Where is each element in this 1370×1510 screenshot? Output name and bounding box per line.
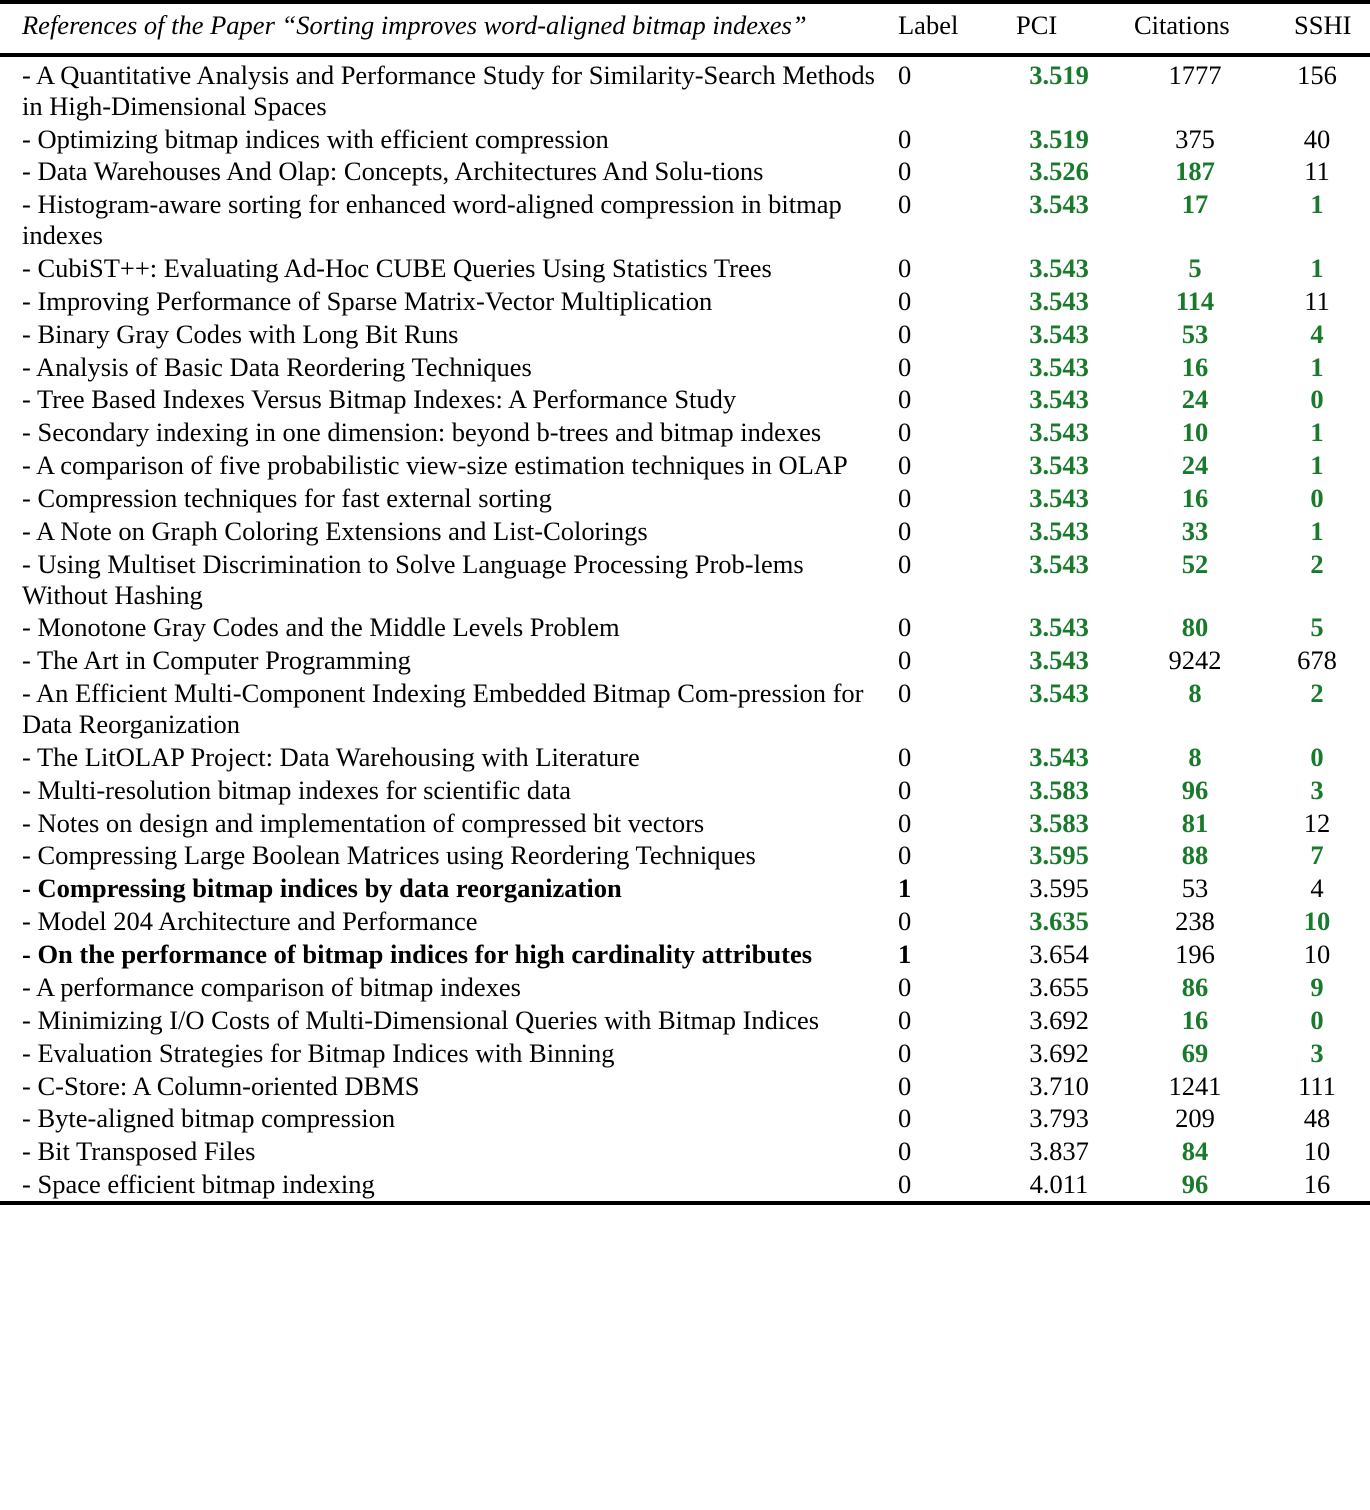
sshi-value-cell: 48 xyxy=(1303,1103,1331,1134)
label-value-cell: 0 xyxy=(898,123,912,154)
pci-value-cell: 3.583 xyxy=(1029,807,1089,838)
sshi-value-cell: 12 xyxy=(1303,807,1331,838)
citations-value-cell: 375 xyxy=(1175,123,1215,154)
column-header-sshi: SSHI xyxy=(1294,10,1352,40)
label-value-cell: 0 xyxy=(898,612,912,643)
citations-value-cell: 10 xyxy=(1181,417,1209,448)
sshi-value-cell: 11 xyxy=(1304,285,1330,316)
label-value-cell: 0 xyxy=(898,189,912,220)
sshi-value-cell: 156 xyxy=(1297,59,1337,90)
header-row xyxy=(0,4,1370,54)
sshi-value-cell: 0 xyxy=(1310,741,1324,772)
label-value-cell: 0 xyxy=(898,840,912,871)
citations-value-cell: 52 xyxy=(1181,548,1209,579)
reference-title-cell: - Space efficient bitmap indexing xyxy=(22,1169,375,1200)
reference-title-cell: - Analysis of Basic Data Reordering Techniques xyxy=(22,351,532,382)
pci-value-cell: 3.543 xyxy=(1029,189,1089,220)
reference-title-cell: - Byte-aligned bitmap compression xyxy=(22,1103,396,1134)
label-value-cell: 0 xyxy=(898,774,912,805)
table-row xyxy=(0,416,1370,449)
citations-value-cell: 196 xyxy=(1175,939,1215,970)
label-value-cell: 0 xyxy=(898,156,912,187)
table-row xyxy=(0,123,1370,156)
label-value-cell: 0 xyxy=(898,645,912,676)
table-row xyxy=(0,644,1370,677)
reference-title-cell: - Minimizing I/O Costs of Multi-Dimensional Queries with Bitmap Indices xyxy=(22,1004,820,1035)
pci-value-cell: 3.692 xyxy=(1029,1037,1089,1068)
table-row xyxy=(0,971,1370,1004)
sshi-value-cell: 111 xyxy=(1298,1070,1336,1101)
reference-title-cell: - A performance comparison of bitmap indexes xyxy=(22,971,521,1002)
label-value-cell: 0 xyxy=(898,741,912,772)
table-row xyxy=(0,1168,1370,1203)
sshi-value-cell: 10 xyxy=(1303,906,1331,937)
label-value-cell: 1 xyxy=(898,939,912,970)
citations-value-cell: 1777 xyxy=(1168,59,1222,90)
citations-value-cell: 53 xyxy=(1181,873,1209,904)
table-row xyxy=(0,318,1370,351)
label-value-cell: 0 xyxy=(898,253,912,284)
reference-title-cell: - Binary Gray Codes with Long Bit Runs xyxy=(22,318,459,349)
column-header-pci: PCI xyxy=(1016,10,1058,40)
reference-title-cell: - A Note on Graph Coloring Extensions and List-Colorings xyxy=(22,515,648,546)
citations-value-cell: 5 xyxy=(1188,253,1202,284)
label-value-cell: 0 xyxy=(898,285,912,316)
table-row xyxy=(0,807,1370,840)
table-footer xyxy=(0,1203,1370,1205)
sshi-value-cell: 11 xyxy=(1304,156,1330,187)
citations-value-cell: 84 xyxy=(1181,1136,1209,1167)
reference-title-cell: - The LitOLAP Project: Data Warehousing with Literature xyxy=(22,741,640,772)
citations-value-cell: 81 xyxy=(1181,807,1209,838)
sshi-value-cell: 1 xyxy=(1310,189,1324,220)
pci-value-cell: 3.543 xyxy=(1029,612,1089,643)
citations-value-cell: 24 xyxy=(1181,450,1209,481)
pci-value-cell: 3.543 xyxy=(1029,318,1089,349)
citations-value-cell: 8 xyxy=(1188,678,1202,709)
sshi-value-cell: 10 xyxy=(1303,1136,1331,1167)
column-header-citations: Citations xyxy=(1134,10,1230,40)
reference-title-cell: - Compressing bitmap indices by data reorganization xyxy=(22,873,622,904)
sshi-value-cell: 2 xyxy=(1310,548,1324,579)
sshi-value-cell: 40 xyxy=(1303,123,1331,154)
reference-title-cell: - Compression techniques for fast external sorting xyxy=(22,483,552,514)
table-row xyxy=(0,872,1370,905)
reference-title-cell: - Notes on design and implementation of compressed bit vectors xyxy=(22,807,705,838)
label-value-cell: 0 xyxy=(898,807,912,838)
reference-title-cell: - Data Warehouses And Olap: Concepts, Architectures And Solu-tions xyxy=(22,156,764,187)
sshi-value-cell: 3 xyxy=(1310,774,1324,805)
table-row xyxy=(0,449,1370,482)
label-value-cell: 0 xyxy=(898,971,912,1002)
table-row xyxy=(0,774,1370,807)
reference-title-cell: - Tree Based Indexes Versus Bitmap Indexes: A Performance Study xyxy=(22,384,737,415)
table-row xyxy=(0,839,1370,872)
table-row xyxy=(0,1070,1370,1103)
pci-value-cell: 3.595 xyxy=(1029,840,1089,871)
sshi-value-cell: 0 xyxy=(1310,384,1324,415)
reference-title-cell: - Multi-resolution bitmap indexes for scientific data xyxy=(22,774,571,805)
table-row xyxy=(0,188,1370,252)
label-value-cell: 0 xyxy=(898,351,912,382)
table-body xyxy=(0,54,1370,1203)
citations-value-cell: 238 xyxy=(1175,906,1215,937)
label-value-cell: 0 xyxy=(898,678,912,709)
reference-title-cell: - An Efficient Multi-Component Indexing Embedded Bitmap Com-pression for Data Reorganization xyxy=(22,678,864,740)
reference-title-cell: - Improving Performance of Sparse Matrix-Vector Multiplication xyxy=(22,285,713,316)
table-row xyxy=(0,59,1370,123)
pci-value-cell: 3.543 xyxy=(1029,741,1089,772)
reference-title-cell: - Using Multiset Discrimination to Solve Language Processing Prob-lems Without Hashing xyxy=(22,548,804,610)
label-value-cell: 0 xyxy=(898,1004,912,1035)
pci-value-cell: 3.543 xyxy=(1029,384,1089,415)
sshi-value-cell: 9 xyxy=(1310,971,1324,1002)
label-value-cell: 0 xyxy=(898,548,912,579)
citations-value-cell: 33 xyxy=(1181,515,1209,546)
citations-value-cell: 17 xyxy=(1181,189,1209,220)
table-row xyxy=(0,383,1370,416)
sshi-value-cell: 1 xyxy=(1310,253,1324,284)
citations-value-cell: 24 xyxy=(1181,384,1209,415)
reference-title-cell: - A Quantitative Analysis and Performance Study for Similarity-Search Methods in High-Dimensional Spaces xyxy=(22,59,875,121)
label-value-cell: 0 xyxy=(898,384,912,415)
reference-title-cell: - Bit Transposed Files xyxy=(22,1136,256,1167)
table-bottom-rule xyxy=(0,1203,1370,1205)
label-value-cell: 0 xyxy=(898,1037,912,1068)
table-row xyxy=(0,252,1370,285)
pci-value-cell: 3.543 xyxy=(1029,351,1089,382)
reference-title-cell: - Evaluation Strategies for Bitmap Indices with Binning xyxy=(22,1037,615,1068)
sshi-value-cell: 0 xyxy=(1310,483,1324,514)
table-row xyxy=(0,1102,1370,1135)
sshi-value-cell: 1 xyxy=(1310,351,1324,382)
reference-title-cell: - Secondary indexing in one dimension: beyond b-trees and bitmap indexes xyxy=(22,417,822,448)
pci-value-cell: 3.583 xyxy=(1029,774,1089,805)
table-row xyxy=(0,1135,1370,1168)
pci-value-cell: 3.543 xyxy=(1029,515,1089,546)
reference-title-cell: - C-Store: A Column-oriented DBMS xyxy=(22,1070,420,1101)
column-header-references: References of the Paper “Sorting improves word-aligned bitmap indexes” xyxy=(22,10,807,40)
sshi-value-cell: 3 xyxy=(1310,1037,1324,1068)
table-row xyxy=(0,1037,1370,1070)
pci-value-cell: 3.543 xyxy=(1029,548,1089,579)
reference-title-cell: - Optimizing bitmap indices with efficient compression xyxy=(22,123,609,154)
label-value-cell: 0 xyxy=(898,1070,912,1101)
citations-value-cell: 53 xyxy=(1181,318,1209,349)
reference-title-cell: - CubiST++: Evaluating Ad-Hoc CUBE Queries Using Statistics Trees xyxy=(22,253,772,284)
table-header xyxy=(0,2,1370,54)
sshi-value-cell: 678 xyxy=(1297,645,1337,676)
table-row xyxy=(0,548,1370,612)
reference-title-cell: - Monotone Gray Codes and the Middle Levels Problem xyxy=(22,612,620,643)
label-value-cell: 0 xyxy=(898,1136,912,1167)
citations-value-cell: 96 xyxy=(1181,774,1209,805)
pci-value-cell: 3.595 xyxy=(1029,873,1089,904)
pci-value-cell: 3.519 xyxy=(1029,59,1089,90)
pci-value-cell: 3.543 xyxy=(1029,417,1089,448)
label-value-cell: 0 xyxy=(898,1103,912,1134)
table-row xyxy=(0,515,1370,548)
pci-value-cell: 3.635 xyxy=(1029,906,1089,937)
pci-value-cell: 3.793 xyxy=(1029,1103,1089,1134)
label-value-cell: 1 xyxy=(898,873,912,904)
sshi-value-cell: 1 xyxy=(1310,450,1324,481)
sshi-value-cell: 1 xyxy=(1310,417,1324,448)
table-row xyxy=(0,741,1370,774)
citations-value-cell: 16 xyxy=(1181,351,1209,382)
label-value-cell: 0 xyxy=(898,450,912,481)
reference-title-cell: - A comparison of five probabilistic view-size estimation techniques in OLAP xyxy=(22,450,848,481)
reference-title-cell: - The Art in Computer Programming xyxy=(22,645,411,676)
reference-title-cell: - Histogram-aware sorting for enhanced word-aligned compression in bitmap indexes xyxy=(22,189,842,251)
pci-value-cell: 3.655 xyxy=(1029,971,1089,1002)
sshi-value-cell: 1 xyxy=(1310,515,1324,546)
pci-value-cell: 3.543 xyxy=(1029,483,1089,514)
label-value-cell: 0 xyxy=(898,417,912,448)
sshi-value-cell: 2 xyxy=(1310,678,1324,709)
pci-value-cell: 3.519 xyxy=(1029,123,1089,154)
pci-value-cell: 4.011 xyxy=(1029,1169,1089,1200)
column-header-label: Label xyxy=(898,10,959,40)
label-value-cell: 0 xyxy=(898,59,912,90)
citations-value-cell: 80 xyxy=(1181,612,1209,643)
citations-value-cell: 86 xyxy=(1181,971,1209,1002)
table-row xyxy=(0,611,1370,644)
sshi-value-cell: 5 xyxy=(1310,612,1324,643)
citations-value-cell: 8 xyxy=(1188,741,1202,772)
table-row xyxy=(0,1004,1370,1037)
pci-value-cell: 3.543 xyxy=(1029,450,1089,481)
label-value-cell: 0 xyxy=(898,318,912,349)
pci-value-cell: 3.710 xyxy=(1029,1070,1089,1101)
pci-value-cell: 3.543 xyxy=(1029,645,1089,676)
citations-value-cell: 96 xyxy=(1181,1169,1209,1200)
citations-value-cell: 88 xyxy=(1181,840,1209,871)
label-value-cell: 0 xyxy=(898,483,912,514)
reference-title-cell: - On the performance of bitmap indices for high cardinality attributes xyxy=(22,939,813,970)
pci-value-cell: 3.837 xyxy=(1029,1136,1089,1167)
label-value-cell: 0 xyxy=(898,1169,912,1200)
reference-title-cell: - Compressing Large Boolean Matrices using Reordering Techniques xyxy=(22,840,756,871)
table-row xyxy=(0,155,1370,188)
reference-title-cell: - Model 204 Architecture and Performance xyxy=(22,906,478,937)
citations-value-cell: 1241 xyxy=(1168,1070,1222,1101)
pci-value-cell: 3.654 xyxy=(1029,939,1089,970)
label-value-cell: 0 xyxy=(898,515,912,546)
citations-value-cell: 9242 xyxy=(1168,645,1222,676)
table-row xyxy=(0,938,1370,971)
pci-value-cell: 3.543 xyxy=(1029,285,1089,316)
sshi-value-cell: 4 xyxy=(1310,873,1324,904)
label-value-cell: 0 xyxy=(898,906,912,937)
sshi-value-cell: 7 xyxy=(1310,840,1324,871)
table-row xyxy=(0,482,1370,515)
table-row xyxy=(0,351,1370,384)
citations-value-cell: 209 xyxy=(1175,1103,1215,1134)
sshi-value-cell: 4 xyxy=(1310,318,1324,349)
citations-value-cell: 69 xyxy=(1181,1037,1209,1068)
pci-value-cell: 3.543 xyxy=(1029,678,1089,709)
table-row xyxy=(0,905,1370,938)
citations-value-cell: 16 xyxy=(1181,1004,1209,1035)
sshi-value-cell: 10 xyxy=(1303,939,1331,970)
citations-value-cell: 187 xyxy=(1175,156,1215,187)
sshi-value-cell: 0 xyxy=(1310,1004,1324,1035)
citations-value-cell: 114 xyxy=(1175,285,1215,316)
table-row xyxy=(0,677,1370,741)
pci-value-cell: 3.692 xyxy=(1029,1004,1089,1035)
pci-value-cell: 3.526 xyxy=(1029,156,1089,187)
table-row xyxy=(0,285,1370,318)
pci-value-cell: 3.543 xyxy=(1029,253,1089,284)
citations-value-cell: 16 xyxy=(1181,483,1209,514)
sshi-value-cell: 16 xyxy=(1303,1169,1331,1200)
